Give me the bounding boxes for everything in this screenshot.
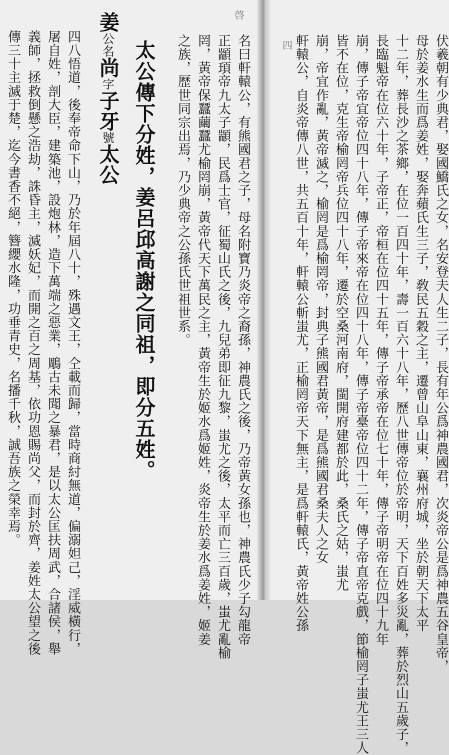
courtesy-name: 子牙 (96, 90, 120, 132)
left-page-upper-column-1: 名曰軒轅公，有熊國君之子，母名附寶乃炎帝之裔孫，神農氏之後，乃帝黃女孫也，神農氏少子勾龍帝 (235, 34, 250, 646)
left-page-upper-column-3: 罔，黃帝保蠶繭蠶尤榆罔崩，黃帝代天下萬民之主，黃帝生於姬水爲姬姓，炎帝生於姜水爲姜姓，姬姜 (195, 34, 210, 646)
section-heading: 太公傳下分姓，姜呂邱高謝之同祖，即分五姓。 (132, 40, 156, 481)
left-page-lower-column-1: 四八悟道，後奉帝命下山，乃於年屆八十，殊遇文王，仝載而歸，當時商紂無道，偏溺妲己，淫威橫行， (65, 30, 80, 656)
right-page-column-6: 皆不在位，克生帝榆罔帝兵位四十八年，遷於空桑河南府，閩開府建都於此，桑氏之姑，蚩尤 (333, 34, 348, 592)
left-page-lower-column-2: 屠自姓，剖大臣，建築池，設炮林，造下萬端之惡業，鵰古未聞之暴君，是以太公匡扶周武，合諸侯，舉 (45, 30, 60, 656)
honorific: 公 (101, 32, 115, 45)
ancestor-title (98, 12, 118, 185)
left-page-lower-column-4: 傳三十主滅于楚，迄今書香不絕，簪纓水隆，功垂青史，名播千秋，誠吾族之榮幸焉。 (5, 30, 20, 547)
right-page-column-2: 母於姜水生而爲姜姓，娶奔蘋氏生三子，敎民五穀之主，遷曾山阜山東，襄州府城，坐於朝天下太平 (413, 34, 428, 633)
right-page-column-1: 伏羲朝有少典君，娶國鱎氏之女，名安登夫人生二子，長有年公爲神農國君，次炎帝公是爲神農五谷皇帝， (433, 34, 448, 674)
right-page-column-3: 十二年，葬長沙之茶鄉，在位一百四十年，壽一百六十八年，歷八世傳帝位於帝明，天下百姓多災亂，葬於烈山五歲子， (393, 34, 408, 755)
right-page-column-5: 崩，傳子帝宜帝位四十八年，傳子帝來帝在位四十八年，傳子帝臺帝位四十二年，傳子帝直帝克戲，節榆罔子蚩尤王三人 (353, 34, 368, 755)
margin-mark-gutter: 四 (280, 40, 291, 50)
left-page-upper-column-4: 之族，歷世同宗出焉，乃少典帝之公孫氏世祖世系。 (175, 34, 190, 347)
book-gutter (257, 0, 271, 600)
label-hao: 號 (101, 131, 115, 144)
label-zi: 字 (101, 78, 115, 91)
given-name: 尚 (96, 57, 120, 78)
right-page-column-8: 軒轅公，自炎帝傳八世，共五百十年，軒轅公斬蚩尤，正榆罔帝天下無主，是爲軒轅氏，黃帝姓公孫 (293, 34, 308, 633)
art-name: 太公 (96, 144, 120, 185)
left-page-upper-column-2: 正顓頊帝九太子顓，民爲士官，征蜀山氏之後，九兒弟即征九黎，蚩尤之後，太平而亡三百歲，蚩尤亂榆 (215, 34, 230, 660)
left-page-lower-column-3: 義師，拯救倒懸之浩劫，誅昏主，滅妖妃，而開之百之周基，依功恩賜尚父，而封於齊，姜姓太公望之後 (25, 30, 40, 656)
right-page-column-7: 崩，帝宜作亂，黃帝滅之，榆罔是爲榆罔帝，封典子熊國君黃帝，是爲熊國君桑夫人之女 (313, 34, 328, 565)
right-page-column-4: 長臨魁帝在位六十年，子帝正，帝桓在位四十五年，傳子帝承帝在位七十年，傳子帝明帝在位四十九年 (373, 34, 388, 646)
surname: 姜 (96, 12, 120, 33)
label-ming: 名 (101, 45, 115, 58)
margin-mark-top: 啓 (232, 10, 243, 20)
